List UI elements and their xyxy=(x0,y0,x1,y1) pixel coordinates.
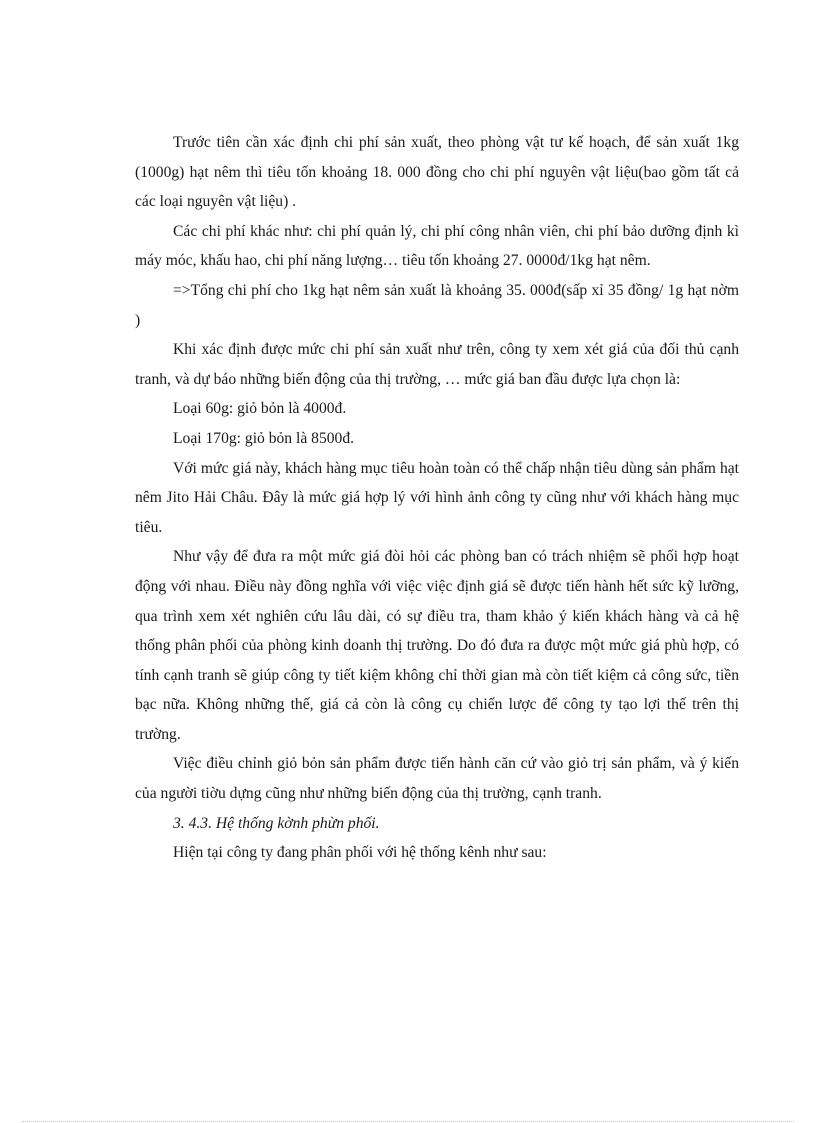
paragraph-pricing-coordination: Như vậy để đưa ra một mức giá đòi hỏi các phòng ban có trách nhiệm sẽ phối hợp hoạt động với nhau. Điều này đồng nghĩa với việc việc định giá sẽ được tiến hành hết sức kỹ lưỡng, qua trình xem xét nghiên cứu lâu dài, có sự điều tra, tham khảo ý kiến khách hàng và cả hệ thống phân phối của phòng kinh doanh thị trường. Do đó đưa ra được một mức giá phù hợp, có tính cạnh tranh sẽ giúp công ty tiết kiệm không chỉ thời gian mà còn tiết kiệm cả công sức, tiền bạc nữa. Không những thế, giá cả còn là công cụ chiến lược để công ty tạo lợi thế trên thị trường. xyxy=(135,548,739,743)
price-item-170g: Loại 170g: giỏ bỏn là 8500đ. xyxy=(173,429,355,447)
section-heading: 3. 4.3. Hệ thống kờnh phừn phối. xyxy=(173,814,380,832)
paragraph-initial-price: Khi xác định được mức chi phí sản xuất như trên, công ty xem xét giá của đối thủ cạnh tranh, và dự báo những biến động của thị trường, … mức giá ban đầu được lựa chọn là: xyxy=(135,341,739,388)
paragraph-price-adjustment: Việc điều chỉnh giỏ bỏn sản phẩm được tiến hành căn cứ vào giỏ trị sản phẩm, và ý kiến của người tiờu dựng cũng như những biến động của thị trường, cạnh tranh. xyxy=(135,755,739,803)
page-bottom-border xyxy=(22,1121,794,1122)
paragraph-target-customers: Với mức giá này, khách hàng mục tiêu hoàn toàn có thể chấp nhận tiêu dùng sản phẩm hạt nêm Jito Hải Châu. Đây là mức giá hợp lý với hình ảnh công ty cũng như với khách hàng mục tiêu. xyxy=(135,459,739,536)
paragraph-other-costs: Các chi phí khác như: chi phí quản lý, chi phí công nhân viên, chi phí bảo dưỡng định kì máy móc, khấu hao, chi phí năng lượng… tiêu tốn khoảng 27. 0000đ/1kg hạt nêm. xyxy=(135,222,739,270)
paragraph-distribution-intro: Hiện tại công ty đang phân phối với hệ thống kênh như sau: xyxy=(173,844,547,862)
document-body xyxy=(135,128,739,868)
paragraph-production-cost: Trước tiên cần xác định chi phí sản xuất, theo phòng vật tư kế hoạch, để sản xuất 1kg (1000g) hạt nêm thì tiêu tốn khoảng 18. 000 đồng cho chi phí nguyên vật liệu(bao gồm tất cả các loại nguyên vật liệu) . xyxy=(135,134,739,211)
paragraph-total-cost: =>Tổng chi phí cho 1kg hạt nêm sản xuất là khoảng 35. 000đ(sấp xỉ 35 đồng/ 1g hạt nờm ) xyxy=(135,281,739,329)
price-item-60g: Loại 60g: giỏ bỏn là 4000đ. xyxy=(173,400,347,418)
